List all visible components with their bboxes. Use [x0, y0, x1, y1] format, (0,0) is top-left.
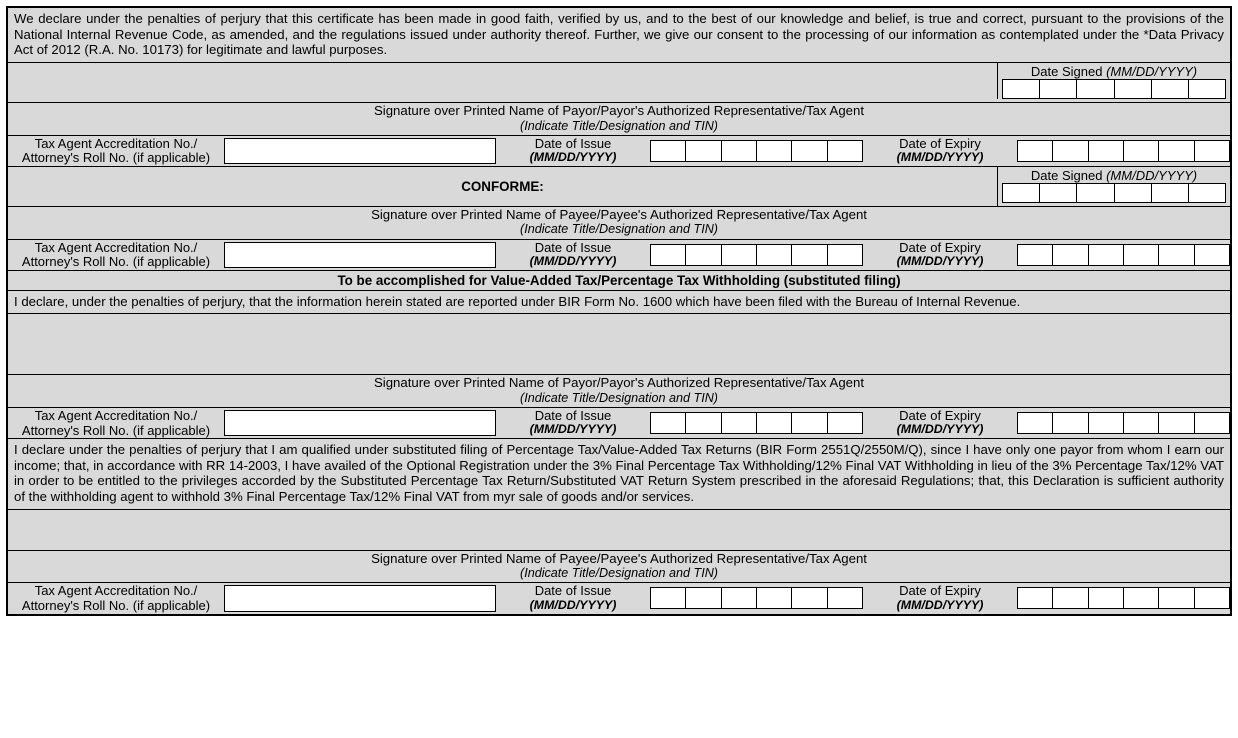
comb-cell[interactable]	[1152, 184, 1189, 202]
tax-agent-label-4	[8, 583, 224, 613]
date-of-expiry-label-3	[863, 408, 1017, 438]
date-signed-comb-2[interactable]	[1002, 183, 1226, 203]
comb-cell[interactable]	[651, 588, 686, 608]
payor-signature-area-2	[8, 314, 1230, 375]
date-signed-label-2	[998, 167, 1230, 183]
payor-signature-field-1[interactable]	[8, 63, 998, 99]
payor-signature-caption-2	[8, 375, 1230, 408]
comb-cell[interactable]	[686, 141, 721, 161]
comb-cell[interactable]	[1077, 80, 1114, 98]
date-of-issue-comb-3[interactable]	[650, 412, 863, 434]
tax-agent-accreditation-input-3[interactable]	[224, 410, 496, 436]
payee-signature-area-2	[8, 510, 1230, 551]
date-of-expiry-text-1: Date of Expiry	[899, 135, 981, 151]
comb-cell[interactable]	[1053, 413, 1088, 433]
tax-agent-row-2	[8, 240, 1230, 271]
comb-cell[interactable]	[1195, 588, 1229, 608]
date-format-hint-2: (MM/DD/YYYY)	[1106, 167, 1198, 183]
comb-cell[interactable]	[1018, 245, 1053, 265]
comb-cell[interactable]	[1053, 588, 1088, 608]
comb-cell[interactable]	[828, 413, 862, 433]
substituted-filing-declaration-text: I declare under the penalties of perjury that I am qualified under substituted filing of Percentage Tax/Value-Added Tax Returns (BIR Form 2551Q/2550M/Q), since I have only one payor from whom I earn our income; that, in accordance with RR 14-2003, I have availed of the Optional Registration under the 3% Final Percentage Tax Withholding/12% Final VAT Withholding in lieu of the 3% Percentage Tax/12% VAT in order to be entitled to the privileges accorded by the Substituted Percentage Tax Return/Substituted VAT Return System prescribed in the aforesaid Regulations; that, this Declaration is sufficient authority of the withholding agent to withhold 3% Final Percentage Tax/12% Final VAT from myr sale of goods and/or services.	[8, 439, 1230, 508]
comb-cell[interactable]	[651, 413, 686, 433]
comb-cell[interactable]	[1152, 80, 1189, 98]
tax-agent-label-1	[8, 136, 224, 166]
payee-signature-field-2[interactable]	[8, 510, 1230, 550]
date-of-issue-comb-4[interactable]	[650, 587, 863, 609]
comb-cell[interactable]	[686, 245, 721, 265]
comb-cell[interactable]	[792, 141, 827, 161]
bir-certificate-form	[6, 6, 1232, 616]
comb-cell[interactable]	[1003, 80, 1040, 98]
tax-agent-label-line1: Tax Agent Accreditation No./	[34, 408, 198, 424]
tax-agent-label-line1: Tax Agent Accreditation No./	[34, 135, 198, 151]
perjury-declaration-row	[8, 8, 1230, 63]
comb-cell[interactable]	[757, 588, 792, 608]
comb-cell[interactable]	[1053, 245, 1088, 265]
comb-cell[interactable]	[1124, 588, 1159, 608]
comb-cell[interactable]	[1040, 184, 1077, 202]
vat-declaration-row	[8, 291, 1230, 315]
date-of-issue-text-1: Date of Issue	[534, 135, 612, 151]
date-of-expiry-format-3: (MM/DD/YYYY)	[896, 422, 984, 437]
date-signed-label-1	[998, 63, 1230, 79]
payor-signature-field-2[interactable]	[8, 314, 1230, 374]
comb-cell[interactable]	[1089, 588, 1124, 608]
tax-agent-row-1	[8, 136, 1230, 167]
tax-agent-accreditation-input-2[interactable]	[224, 242, 496, 268]
payee-signature-line-text-1: Signature over Printed Name of Payee/Payee's Authorized Representative/Tax Agent	[371, 206, 867, 222]
date-of-issue-label-3	[496, 408, 650, 438]
tax-agent-label-2	[8, 240, 224, 270]
date-of-expiry-comb-2[interactable]	[1017, 244, 1230, 266]
payee-signature-line-text-2: Signature over Printed Name of Payee/Payee's Authorized Representative/Tax Agent	[371, 550, 867, 566]
payor-signature-line-text-1: Signature over Printed Name of Payor/Payor's Authorized Representative/Tax Agent	[374, 102, 864, 118]
comb-cell[interactable]	[757, 413, 792, 433]
date-of-issue-text-3: Date of Issue	[534, 408, 612, 424]
tax-agent-accreditation-input-1[interactable]	[224, 138, 496, 164]
date-signed-block-2	[998, 167, 1230, 206]
comb-cell[interactable]	[1159, 413, 1194, 433]
comb-cell[interactable]	[1195, 245, 1229, 265]
date-of-expiry-label-1	[863, 136, 1017, 166]
payor-signature-line-text-2: Signature over Printed Name of Payor/Payor's Authorized Representative/Tax Agent	[374, 375, 864, 391]
date-of-expiry-text-3: Date of Expiry	[899, 408, 981, 424]
tax-agent-label-line2: Attorney's Roll No. (if applicable)	[21, 254, 211, 270]
date-of-expiry-comb-1[interactable]	[1017, 140, 1230, 162]
comb-cell[interactable]	[1195, 141, 1229, 161]
comb-cell[interactable]	[828, 245, 862, 265]
tax-agent-label-line2: Attorney's Roll No. (if applicable)	[21, 422, 211, 438]
comb-cell[interactable]	[828, 588, 862, 608]
comb-cell[interactable]	[1159, 588, 1194, 608]
vat-section-heading-row	[8, 271, 1230, 291]
comb-cell[interactable]	[757, 141, 792, 161]
comb-cell[interactable]	[722, 245, 757, 265]
payee-signature-caption-1	[8, 207, 1230, 240]
comb-cell[interactable]	[686, 588, 721, 608]
comb-cell[interactable]	[1089, 245, 1124, 265]
comb-cell[interactable]	[1003, 184, 1040, 202]
comb-cell[interactable]	[828, 141, 862, 161]
date-of-expiry-text-2: Date of Expiry	[899, 239, 981, 255]
comb-cell[interactable]	[1159, 141, 1194, 161]
comb-cell[interactable]	[1189, 184, 1225, 202]
comb-cell[interactable]	[1077, 184, 1114, 202]
date-of-issue-label-2	[496, 240, 650, 270]
conforme-row	[8, 167, 1230, 207]
comb-cell[interactable]	[1124, 245, 1159, 265]
comb-cell[interactable]	[792, 245, 827, 265]
date-signed-text-2: Date Signed	[1030, 167, 1103, 183]
comb-cell[interactable]	[651, 141, 686, 161]
comb-cell[interactable]	[1018, 413, 1053, 433]
date-of-expiry-comb-4[interactable]	[1017, 587, 1230, 609]
tax-agent-label-line2: Attorney's Roll No. (if applicable)	[21, 150, 211, 166]
comb-cell[interactable]	[722, 413, 757, 433]
date-of-expiry-format-2: (MM/DD/YYYY)	[896, 253, 984, 268]
date-of-expiry-text-4: Date of Expiry	[899, 583, 981, 599]
vat-declaration-text: I declare, under the penalties of perjury, that the information herein stated are reported under BIR Form No. 1600 which have been filed with the Bureau of Internal Revenue.	[8, 291, 1230, 314]
comb-cell[interactable]	[686, 413, 721, 433]
date-of-expiry-comb-3[interactable]	[1017, 412, 1230, 434]
date-of-expiry-label-4	[863, 583, 1017, 613]
comb-cell[interactable]	[792, 588, 827, 608]
payee-signature-caption-2	[8, 551, 1230, 584]
comb-cell[interactable]	[1159, 245, 1194, 265]
date-signed-text-1: Date Signed	[1030, 63, 1103, 79]
date-of-issue-format-4: (MM/DD/YYYY)	[529, 597, 617, 612]
date-signed-comb-1[interactable]	[1002, 79, 1226, 99]
comb-cell[interactable]	[1124, 413, 1159, 433]
vat-section-heading: To be accomplished for Value-Added Tax/Percentage Tax Withholding (substituted filing)	[8, 271, 1230, 290]
date-of-expiry-format-4: (MM/DD/YYYY)	[896, 597, 984, 612]
tax-agent-label-line2: Attorney's Roll No. (if applicable)	[21, 597, 211, 613]
comb-cell[interactable]	[1115, 184, 1152, 202]
date-of-issue-comb-2[interactable]	[650, 244, 863, 266]
comb-cell[interactable]	[1018, 588, 1053, 608]
comb-cell[interactable]	[722, 588, 757, 608]
indicate-title-text-3: (Indicate Title/Designation and TIN)	[520, 391, 718, 406]
tax-agent-row-4	[8, 583, 1230, 613]
date-of-issue-label-4	[496, 583, 650, 613]
date-of-expiry-label-2	[863, 240, 1017, 270]
tax-agent-label-line1: Tax Agent Accreditation No./	[34, 583, 198, 599]
tax-agent-accreditation-input-4[interactable]	[224, 585, 496, 611]
comb-cell[interactable]	[1189, 80, 1225, 98]
comb-cell[interactable]	[1053, 141, 1088, 161]
payor-signature-area-1	[8, 63, 1230, 103]
date-of-issue-format-2: (MM/DD/YYYY)	[529, 253, 617, 268]
indicate-title-text-4: (Indicate Title/Designation and TIN)	[520, 566, 718, 581]
comb-cell[interactable]	[792, 413, 827, 433]
tax-agent-label-3	[8, 408, 224, 438]
date-of-issue-format-3: (MM/DD/YYYY)	[529, 422, 617, 437]
date-of-expiry-format-1: (MM/DD/YYYY)	[896, 149, 984, 164]
comb-cell[interactable]	[1124, 141, 1159, 161]
comb-cell[interactable]	[1040, 80, 1077, 98]
date-of-issue-comb-1[interactable]	[650, 140, 863, 162]
date-format-hint-1: (MM/DD/YYYY)	[1106, 63, 1198, 79]
conforme-heading: CONFORME:	[8, 177, 997, 196]
date-of-issue-format-1: (MM/DD/YYYY)	[529, 149, 617, 164]
payor-signature-caption-1	[8, 103, 1230, 136]
indicate-title-text-1: (Indicate Title/Designation and TIN)	[520, 118, 718, 133]
comb-cell[interactable]	[757, 245, 792, 265]
date-signed-block-1	[998, 63, 1230, 102]
date-of-issue-label-1	[496, 136, 650, 166]
comb-cell[interactable]	[722, 141, 757, 161]
comb-cell[interactable]	[1089, 413, 1124, 433]
comb-cell[interactable]	[1018, 141, 1053, 161]
tax-agent-label-line1: Tax Agent Accreditation No./	[34, 239, 198, 255]
tax-agent-row-3	[8, 408, 1230, 439]
comb-cell[interactable]	[1195, 413, 1229, 433]
comb-cell[interactable]	[1089, 141, 1124, 161]
substituted-filing-declaration-row	[8, 439, 1230, 509]
date-of-issue-text-4: Date of Issue	[534, 583, 612, 599]
comb-cell[interactable]	[1115, 80, 1152, 98]
perjury-declaration-text: We declare under the penalties of perjury that this certificate has been made in good faith, verified by us, and to the best of our knowledge and belief, is true and correct, pursuant to the provisions of the National Internal Revenue Code, as amended, and the regulations issued under authority thereof. Further, we give our consent to the processing of our information as contemplated under the *Data Privacy Act of 2012 (R.A. No. 10173) for legitimate and lawful purposes.	[8, 8, 1230, 62]
comb-cell[interactable]	[651, 245, 686, 265]
indicate-title-text-2: (Indicate Title/Designation and TIN)	[520, 222, 718, 237]
date-of-issue-text-2: Date of Issue	[534, 239, 612, 255]
